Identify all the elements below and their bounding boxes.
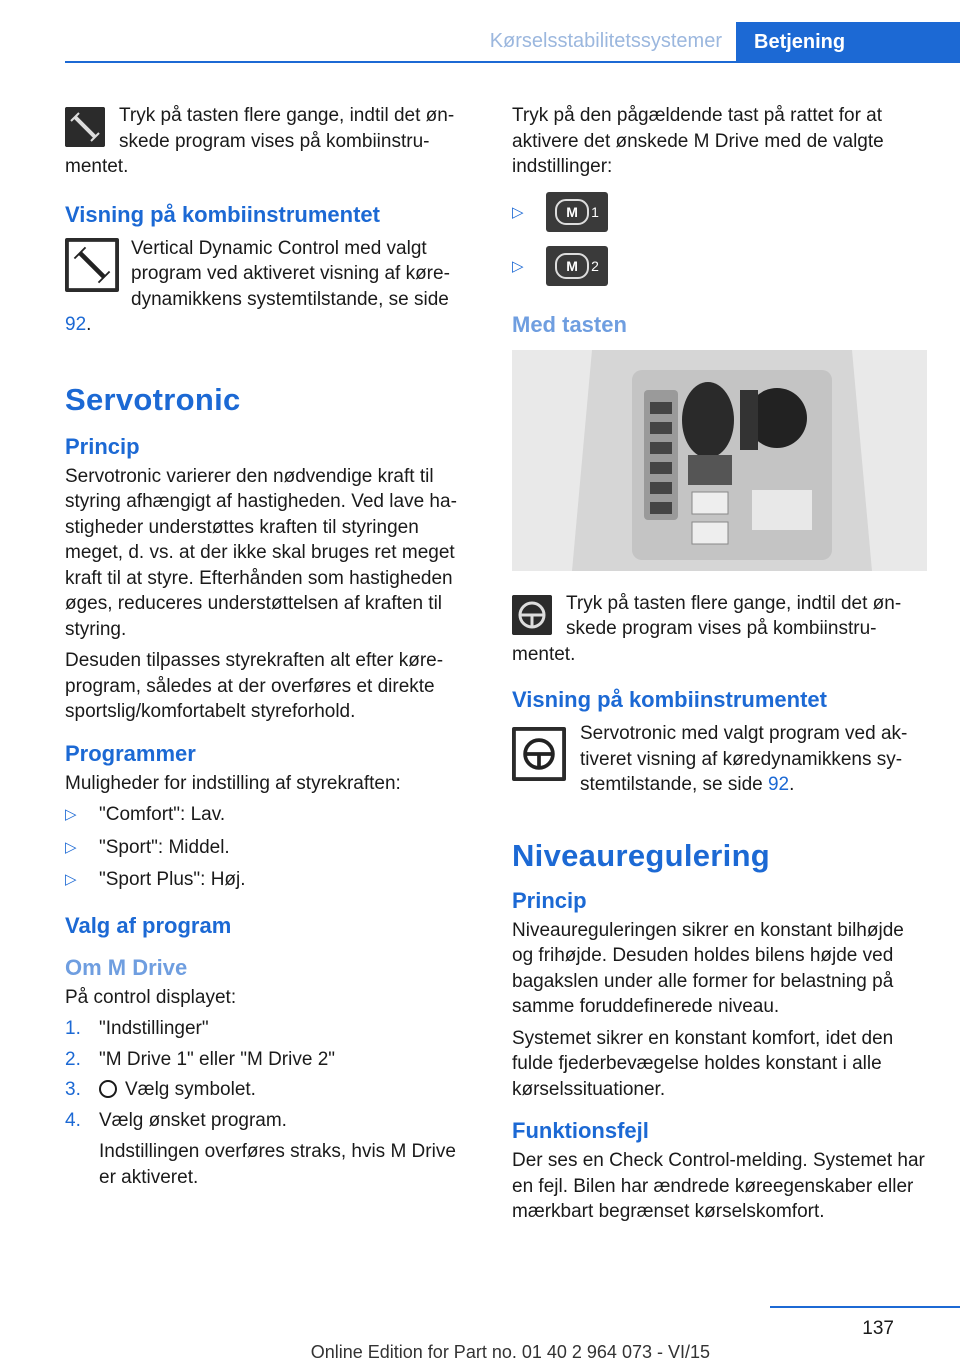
list-item: ▷ "Sport": Middel.: [65, 835, 477, 861]
center-console-photo: [512, 350, 927, 571]
triangle-bullet-icon: ▷: [65, 871, 77, 888]
funktionsfejl-text: Der ses en Check Control-melding. Systemet har en fejl. Bilen har ændrede køreegenskaber eller mærkbart begrænset kørselskomfort.: [512, 1150, 925, 1222]
servotronic-princip-p2: Desuden tilpasses styrekraften alt efter køreprogram, således at der overføres et direkte sportslig/komfortabelt styreforhold.: [65, 650, 444, 722]
list-item: ▷ "Sport Plus": Høj.: [65, 867, 477, 893]
triangle-bullet-icon: ▷: [65, 838, 77, 856]
vdc-button-instruction: [65, 103, 477, 180]
list-item: 4. Vælg ønsket program. Indstillingen overføres straks, hvis M Drive er aktiveret.: [65, 1108, 477, 1191]
triangle-bullet-icon: ▷: [65, 806, 77, 823]
left-column: [65, 103, 477, 1195]
page-number: 137: [862, 1318, 894, 1339]
page-link-92[interactable]: 92: [767, 774, 790, 795]
control-display-text: På control displayet:: [65, 986, 237, 1008]
m-drive-intro: Tryk på den pågældende tast på rattet for at aktivere det ønskede M Drive med de valgte indstillinger:: [512, 105, 884, 177]
servotronic-princip-p1: Servotronic varierer den nødvendige kraft til styring afhængigt af hastigheden. Ved lave hastigheder understøttes kraften til styringen meget, d. vs. at der ikke skal bruges ret meget kraft til at styre. Efterhånden som hastigheden øges, reduceres understøttelsen af kraften til styring.: [65, 465, 457, 640]
niveau-princip-p2: Systemet sikrer en konstant komfort, idet den fulde fjederbevægelse holdes konstant i alle kørselssituationer.: [512, 1027, 894, 1100]
vdc-display-text: Vertical Dynamic Control med valgt program ved aktiveret visning af køredynamikkens systemtilstande, se side: [131, 237, 450, 310]
programmer-intro: Muligheder for indstilling af styrekraften:: [65, 772, 401, 794]
right-column: [512, 103, 927, 1231]
niveau-princip-p1: Niveaureguleringen sikrer en konstant bilhøjde og frihøjde. Desuden holdes bilens højde ved bagakslen under alle former for belastning på samme foruddefinerede niveau.: [512, 919, 904, 1017]
left-display-heading: Visning på kombiinstrumentet: [65, 201, 380, 227]
om-m-drive-heading: Om M Drive: [65, 954, 188, 980]
vdc-display-block: Vertical Dynamic Control med valgt program ved aktiveret visning af køredynamikkens systemtilstande, se side 92.: [65, 237, 450, 335]
servotronic-display-block: Servotronic med valgt program ved aktiveret visning af køredynamikkens systemtilstande, se side 92.: [512, 721, 927, 798]
niveau-princip-heading: Princip: [512, 887, 587, 913]
steering-wheel-button-icon: [512, 595, 552, 635]
header-chapter-tab[interactable]: Betjening: [736, 22, 960, 63]
shock-absorber-display-icon: [65, 238, 119, 292]
valg-heading: Valg af program: [65, 912, 232, 938]
step-note: Indstillingen overføres straks, hvis M Drive er aktiveret.: [99, 1141, 456, 1188]
steering-wheel-display-icon: [512, 727, 566, 781]
list-item: ▷ "Comfort": Lav.: [65, 802, 477, 828]
list-item: 2. "M Drive 1" eller "M Drive 2": [65, 1048, 336, 1070]
triangle-bullet-icon: ▷: [512, 257, 524, 275]
servotronic-press-text: Tryk på tasten flere gange, indtil det ønskede program vises på kombiinstrumentet.: [512, 592, 902, 665]
page-link-92[interactable]: 92: [65, 314, 87, 335]
m-drive-2-button-icon: M 2: [546, 246, 608, 286]
m-drive-2-row: [512, 246, 927, 286]
niveau-title: Niveauregulering: [512, 837, 771, 873]
list-item: 1. "Indstillinger": [65, 1018, 209, 1039]
servotronic-title: Servotronic: [65, 381, 241, 417]
header-section-title: Kørselsstabilitetssystemer: [489, 30, 722, 52]
m-drive-1-row: [512, 192, 927, 232]
shock-absorber-button-icon: [65, 107, 105, 147]
list-item: 3. Vælg symbolet.: [65, 1079, 256, 1100]
steps-list: [65, 1016, 477, 1190]
footer-rule: [770, 1306, 960, 1308]
m-drive-1-button-icon: M 1: [546, 192, 608, 232]
funktionsfejl-heading: Funktionsfejl: [512, 1118, 649, 1143]
triangle-bullet-icon: ▷: [512, 203, 524, 221]
servotronic-princip-heading: Princip: [65, 433, 140, 459]
med-tasten-heading: Med tasten: [512, 311, 627, 337]
page-header: [0, 0, 960, 62]
servotronic-display-text: Servotronic med valgt program ved aktiveret visning af køredynamikkens systemtilstande, se side: [580, 723, 908, 795]
programs-list: [65, 802, 477, 893]
header-rule: [65, 61, 960, 63]
servotronic-button-instruction: [512, 591, 927, 668]
programmer-heading: Programmer: [65, 740, 196, 766]
steering-wheel-icon: [99, 1080, 117, 1098]
vdc-intro-text: Tryk på tasten flere gange, indtil det ønskede program vises på kombiinstrumentet.: [65, 105, 455, 177]
edition-footer: Online Edition for Part no. 01 40 2 964 073 - VI/15: [310, 1342, 710, 1362]
right-display-heading: Visning på kombiinstrumentet: [512, 687, 827, 712]
